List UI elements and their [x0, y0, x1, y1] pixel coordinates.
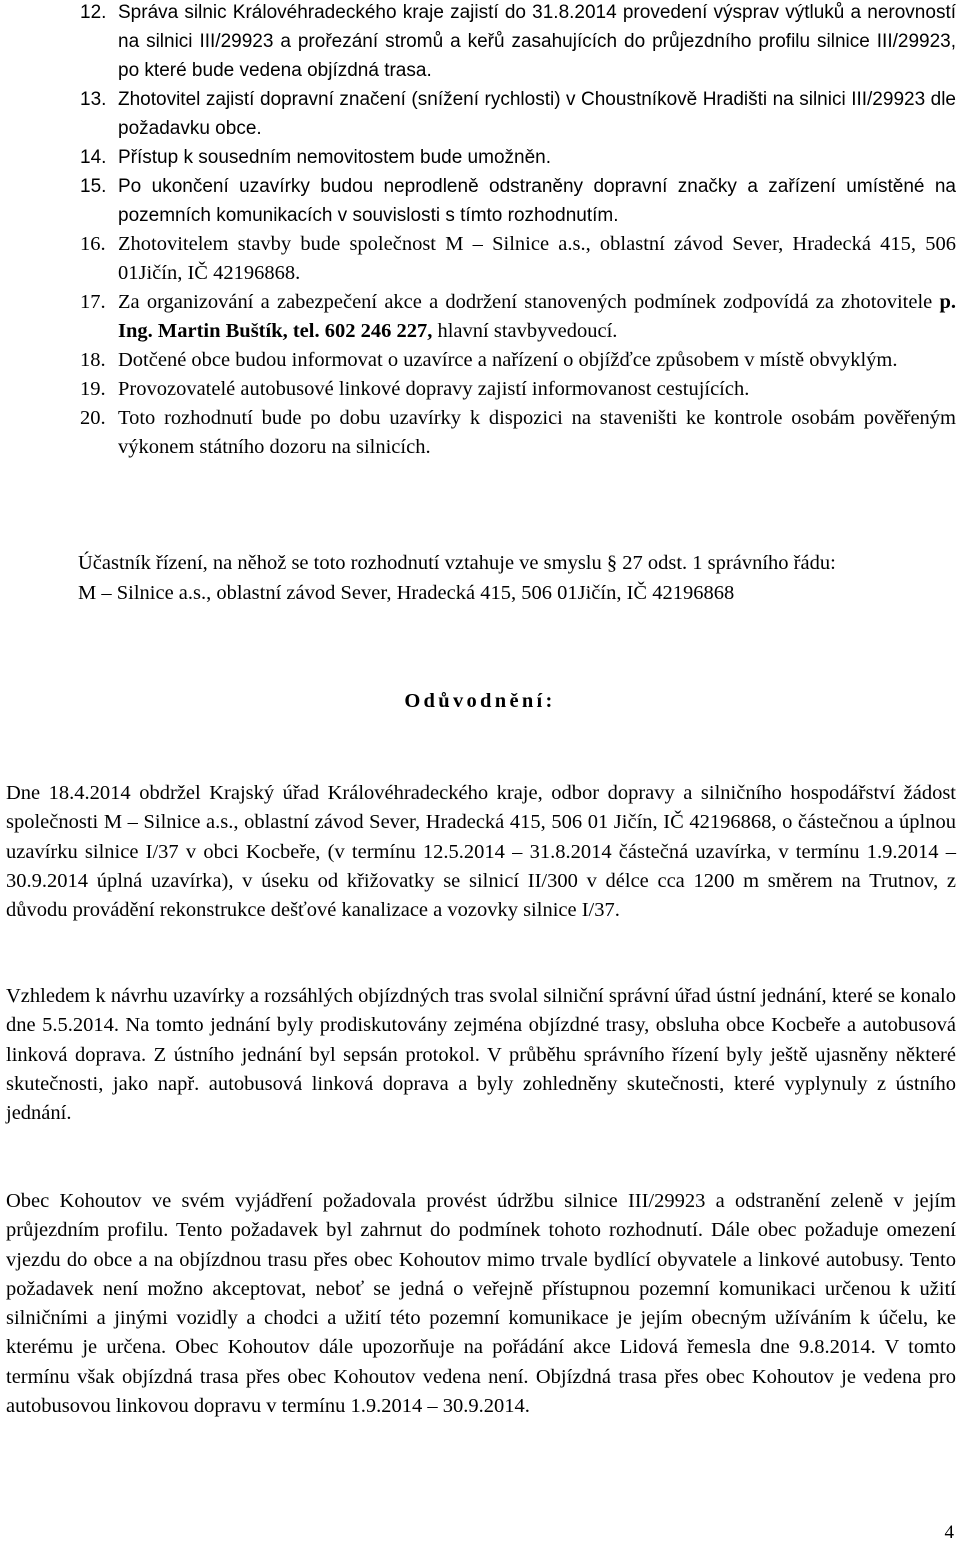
list-item: [80, 346, 956, 375]
list-item: [80, 375, 956, 404]
item-number: 17.: [80, 291, 106, 313]
item-number: 19.: [80, 378, 106, 400]
item-text-before: Za organizování a zabezpečení akce a dodržení stanovených podmínek zodpovídá za zhotovitele: [118, 291, 940, 313]
item-text: Toto rozhodnutí bude po dobu uzavírky k dispozici na staveništi ke kontrole osobám pověřeným výkonem státního dozoru na silnicích.: [118, 407, 956, 458]
item-text: Zhotovitelem stavby bude společnost M – Silnice a.s., oblastní závod Sever, Hradecká 415, 506 01Jičín, IČ 42196868.: [118, 233, 956, 284]
item-text: Po ukončení uzavírky budou neprodleně odstraněny dopravní značky a zařízení umístěné na pozemních komunikacích v souvislosti s tímto rozhodnutím.: [118, 176, 956, 226]
item-text: Přístup k sousedním nemovitostem bude umožněn.: [118, 147, 552, 168]
participant-intro: Účastník řízení, na něhož se toto rozhodnutí vztahuje ve smyslu § 27 odst. 1 správního řádu:: [78, 552, 836, 574]
list-item: [80, 85, 956, 143]
paragraph: Dne 18.4.2014 obdržel Krajský úřad Královéhradeckého kraje, odbor dopravy a silničního hospodářství žádost společnosti M – Silnice a.s., oblastní závod Sever, Hradecká 415, 506 01 Jičín, IČ 42196868, o částečnou a úplnou uzavírku silnice I/37 v obci Kocbeře, (v termínu 12.5.2014 – 31.8.2014 částečná uzavírka, v termínu 1.9.2014 – 30.9.2014 úplná uzavírka), v úseku od křižovatky se silnicí II/300 v délce cca 1200 m směrem na Trutnov, z důvodu provádění rekonstrukce dešťové kanalizace a vozovky silnice I/37.: [6, 782, 956, 922]
item-number: 18.: [80, 349, 106, 371]
page-number: 4: [944, 1522, 954, 1543]
item-text: Správa silnic Královéhradeckého kraje zajistí do 31.8.2014 provedení výsprav výtluků a nerovností na silnici III/29923 a prořezání stromů a keřů zasahujících do průjezdního profilu silnice III/29923, po které bude vedena objízdná trasa.: [118, 2, 956, 81]
list-item: [80, 230, 956, 288]
conditions-list: [80, 0, 956, 462]
section-heading: Odůvodnění:: [404, 690, 556, 712]
item-number: 16.: [80, 233, 106, 255]
participant-block: [78, 548, 936, 608]
item-text: Provozovatelé autobusové linkové dopravy zajistí informovanost cestujících.: [118, 378, 750, 400]
paragraph: Vzhledem k návrhu uzavírky a rozsáhlých objízdných tras svolal silniční správní úřad ústní jednání, které se konalo dne 5.5.2014. Na tomto jednání byly prodiskutovány zejména objízdné trasy, obsluha obce Kocbeře a autobusová linková doprava. Z ústního jednání byl sepsán protokol. V průběhu správního řízení byly ještě ujasněny některé skutečnosti, jako např. autobusová linková doprava a byly zohledněny skutečnosti, které vyplynuly z ústního jednání.: [6, 985, 956, 1125]
item-number: 15.: [80, 176, 107, 197]
item-number: 13.: [80, 89, 107, 110]
item-number: 12.: [80, 2, 107, 23]
item-number: 14.: [80, 147, 107, 168]
participant-name: M – Silnice a.s., oblastní závod Sever, Hradecká 415, 506 01Jičín, IČ 42196868: [78, 582, 735, 604]
list-item: [80, 172, 956, 230]
item-text: Dotčené obce budou informovat o uzavírce a nařízení o objížďce způsobem v místě obvyklým.: [118, 349, 898, 371]
list-item: [80, 143, 956, 172]
item-number: 20.: [80, 407, 106, 429]
item-text: Zhotovitel zajistí dopravní značení (snížení rychlosti) v Choustníkově Hradišti na silnici III/29923 dle požadavku obce.: [118, 89, 956, 139]
paragraph: Obec Kohoutov ve svém vyjádření požadovala provést údržbu silnice III/29923 a odstranění zeleně v jejím průjezdním profilu. Tento požadavek byl zahrnut do podmínek tohoto rozhodnutí. Dále obec požaduje omezení vjezdu do obce a na objízdnou trasu přes obec Kohoutov mimo trvale bydlící obyvatele a linkové autobusy. Tento požadavek není možno akceptovat, neboť se jedná o veřejně přístupnou pozemní komunikaci určenou k užití silničními a jinými vozidly a chodci a užití této pozemní komunikace je jejím obecným užíváním k účelu, ke kterému je určena. Obec Kohoutov dále upozorňuje na pořádání akce Lidová řemesla dne 9.8.2014. V tomto termínu však objízdná trasa přes obec Kohoutov vedena není. Objízdná trasa přes obec Kohoutov je vedena pro autobusovou linkovou dopravu v termínu 1.9.2014 – 30.9.2014.: [6, 1190, 956, 1418]
item-text-after: hlavní stavbyvedoucí.: [432, 320, 618, 342]
list-item: [80, 288, 956, 346]
item-text-bold: p. Ing. Martin Buštík, tel. 602 246 227,: [118, 291, 956, 342]
list-item: [80, 404, 956, 462]
list-item: [80, 0, 956, 85]
